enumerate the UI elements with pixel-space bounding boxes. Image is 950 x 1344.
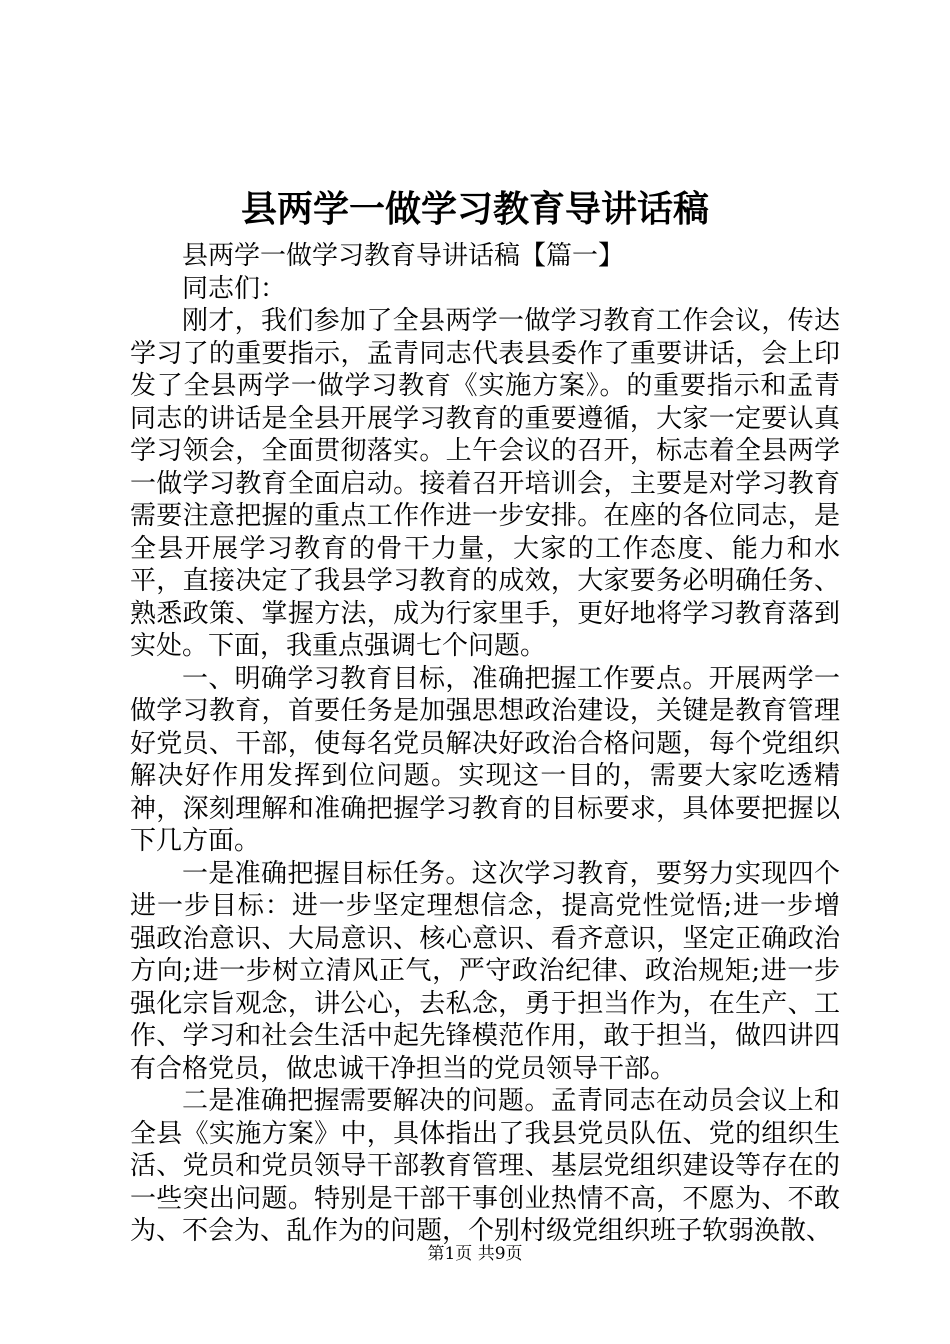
page-number-footer: 第1页 共9页 (427, 1244, 523, 1264)
paragraph-point-one: 一、明确学习教育目标，准确把握工作要点。开展两学一做学习教育，首要任务是加强思想政治建设，关键是教育管理好党员、干部，使每名党员解决好政治合格问题，每个党组织解决好作用发挥到位问题。实现这一目的，需要大家吃透精神，深刻理解和准确把握学习教育的目标要求，具体要把握以下几方面。 (130, 663, 840, 856)
paragraph-problems: 二是准确把握需要解决的问题。孟青同志在动员会议上和全县《实施方案》中，具体指出了我县党员队伍、党的组织生活、党员和党员领导干部教育管理、基层党组织建设等存在的一些突出问题。特别是干部干事创业热情不高，不愿为、不敢为、不会为、乱作为的问题，个别村级党组织班子软弱涣散、 (130, 1086, 840, 1246)
paragraph-goal-tasks: 一是准确把握目标任务。这次学习教育，要努力实现四个进一步目标：进一步坚定理想信念，提高党性觉悟;进一步增强政治意识、大局意识、核心意识、看齐意识，坚定正确政治方向;进一步树立清风正气，严守政治纪律、政治规矩;进一步强化宗旨观念，讲公心，去私念，勇于担当作为，在生产、工作、学习和社会生活中起先锋模范作用，敢于担当，做四讲四有合格党员，做忠诚干净担当的党员领导干部。 (130, 858, 840, 1084)
paragraph-intro: 刚才，我们参加了全县两学一做学习教育工作会议，传达学习了的重要指示，孟青同志代表县委作了重要讲话，会上印发了全县两学一做学习教育《实施方案》。的重要指示和孟青同志的讲话是全县开展学习教育的重要遵循，大家一定要认真学习领会，全面贯彻落实。上午会议的召开，标志着全县两学一做学习教育全面启动。接着召开培训会，主要是对学习教育需要注意把握的重点工作作进一步安排。在座的各位同志，是全县开展学习教育的骨干力量，大家的工作态度、能力和水平，直接决定了我县学习教育的成效，大家要务必明确任务、熟悉政策、掌握方法，成为行家里手，更好地将学习教育落到实处。下面，我重点强调七个问题。 (130, 306, 840, 661)
paragraph-section-heading: 县两学一做学习教育导讲话稿【篇一】 (182, 241, 625, 271)
page-title: 县两学一做学习教育导讲话稿 (240, 188, 709, 230)
document-body (130, 240, 840, 1248)
paragraph-salutation: 同志们： (182, 273, 287, 304)
